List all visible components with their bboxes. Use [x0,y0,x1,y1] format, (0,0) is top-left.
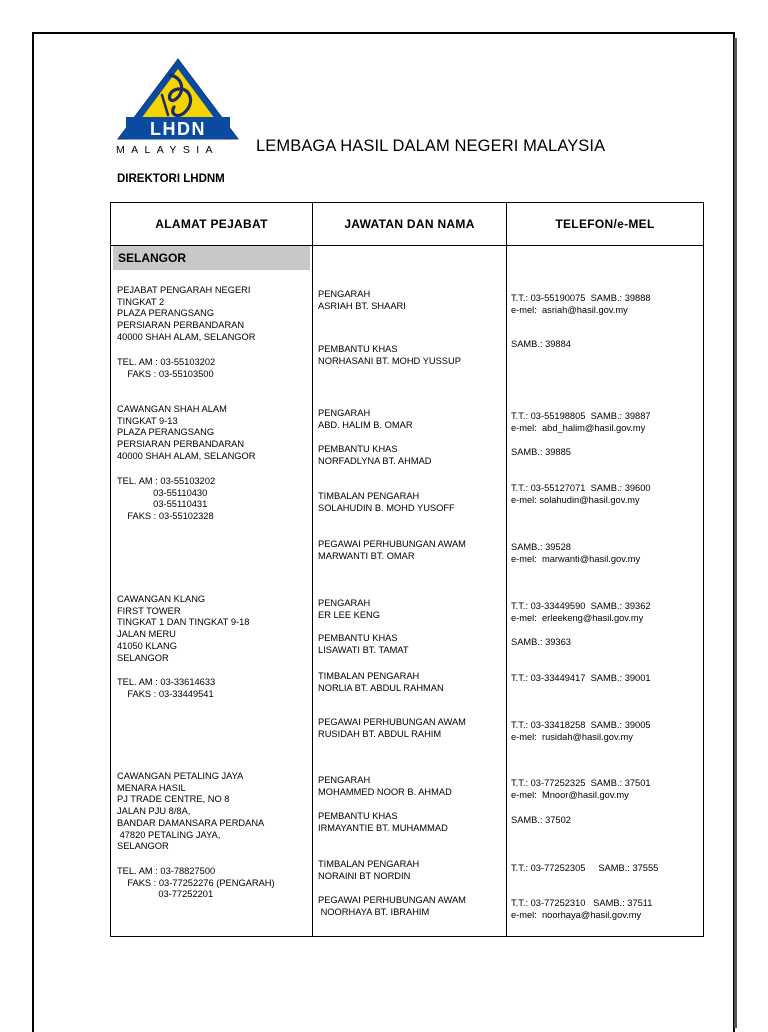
staff-phone-email: T.T.: 03-55198805 SAMB.: 39887 e-mel: abd_halim@hasil.gov.my [511,411,651,433]
office-contact: TEL. AM : 03-33614633 FAKS : 03-33449541 [117,677,216,699]
document-title: DIREKTORI LHDNM [117,173,225,185]
staff-phone-email: SAMB.: 39363 [511,637,571,647]
logo-subtext: MALAYSIA [116,144,219,156]
staff-phone-email: SAMB.: 39884 [511,339,571,349]
page-shadow [734,38,737,1028]
staff-phone-email: SAMB.: 37502 [511,815,571,825]
staff-phone-email: T.T.: 03-77252310 SAMB.: 37511 e-mel: noorhaya@hasil.gov.my [511,898,653,920]
staff-position-name: PEGAWAI PERHUBUNGAN AWAM NOORHAYA BT. IBRAHIM [318,895,466,917]
staff-phone-email: T.T.: 03-55127071 SAMB.: 39600 e-mel: solahudin@hasil.gov.my [511,483,651,505]
staff-position-name: PEGAWAI PERHUBUNGAN AWAM MARWANTI BT. OMAR [318,539,466,561]
office-contact: TEL. AM : 03-55103202 03-55110430 03-55110431 FAKS : 03-55102328 [117,476,216,522]
staff-position-name: TIMBALAN PENGARAH SOLAHUDIN B. MOHD YUSOFF [318,491,455,513]
staff-phone-email: T.T.: 03-77252305 SAMB.: 37555 [511,863,659,873]
staff-position-name: PEMBANTU KHAS NORFADLYNA BT. AHMAD [318,444,432,466]
staff-phone-email: T.T.: 03-55190075 SAMB.: 39888 e-mel: asriah@hasil.gov.my [511,293,651,315]
staff-phone-email: T.T.: 03-77252325 SAMB.: 37501 e-mel: Mnoor@hasil.gov.my [511,778,651,800]
office-contact: TEL. AM : 03-78827500 FAKS : 03-77252276 (PENGARAH) 03-77252201 [117,866,275,900]
staff-position-name: PEMBANTU KHAS NORHASANI BT. MOHD YUSSUP [318,344,461,366]
staff-position-name: PEMBANTU KHAS IRMAYANTIE BT. MUHAMMAD [318,811,448,833]
directory-table [110,202,704,937]
staff-position-name: PENGARAH MOHAMMED NOOR B. AHMAD [318,775,452,797]
lhdn-logo [112,55,244,155]
column-divider [506,203,507,936]
organization-name: LEMBAGA HASIL DALAM NEGERI MALAYSIA [256,137,606,155]
column-header-address: ALAMAT PEJABAT [155,217,268,231]
staff-position-name: TIMBALAN PENGARAH NORLIA BT. ABDUL RAHMAN [318,671,444,693]
staff-phone-email: SAMB.: 39885 [511,447,571,457]
office-address: PEJABAT PENGARAH NEGERI TINGKAT 2 PLAZA PERANGSANG PERSIARAN PERBANDARAN 40000 SHAH ALAM, SELANGOR [117,285,256,342]
staff-position-name: TIMBALAN PENGARAH NORAINI BT NORDIN [318,859,420,881]
staff-phone-email: T.T.: 03-33449417 SAMB.: 39001 [511,673,651,683]
office-contact: TEL. AM : 03-55103202 FAKS : 03-55103500 [117,357,216,379]
staff-position-name: PEGAWAI PERHUBUNGAN AWAM RUSIDAH BT. ABDUL RAHIM [318,717,466,739]
column-divider [312,203,313,936]
office-address: CAWANGAN KLANG FIRST TOWER TINGKAT 1 DAN TINGKAT 9-18 JALAN MERU 41050 KLANG SELANGOR [117,594,250,663]
staff-position-name: PENGARAH ABD. HALIM B. OMAR [318,408,413,430]
staff-position-name: PENGARAH ER LEE KENG [318,598,381,620]
column-header-position: JAWATAN DAN NAMA [344,217,475,231]
logo-text: LHDN [150,119,206,139]
staff-phone-email: T.T.: 03-33418258 SAMB.: 39005 e-mel: rusidah@hasil.gov.my [511,720,651,742]
staff-phone-email: T.T.: 03-33449590 SAMB.: 39362 e-mel: erleekeng@hasil.gov.my [511,601,651,623]
office-address: CAWANGAN SHAH ALAM TINGKAT 9-13 PLAZA PERANGSANG PERSIARAN PERBANDARAN 40000 SHAH ALAM, SELANGOR [117,404,256,461]
column-header-phone: TELEFON/e-MEL [555,217,655,231]
staff-phone-email: SAMB.: 39528 e-mel: marwanti@hasil.gov.my [511,542,641,564]
staff-position-name: PEMBANTU KHAS LISAWATI BT. TAMAT [318,633,409,655]
region-label: SELANGOR [113,246,310,270]
staff-position-name: PENGARAH ASRIAH BT. SHAARI [318,289,406,311]
office-address: CAWANGAN PETALING JAYA MENARA HASIL PJ TRADE CENTRE, NO 8 JALAN PJU 8/8A, BANDAR DAMANSARA PERDANA 47820 PETALING JAYA, SELANGOR [117,771,265,852]
